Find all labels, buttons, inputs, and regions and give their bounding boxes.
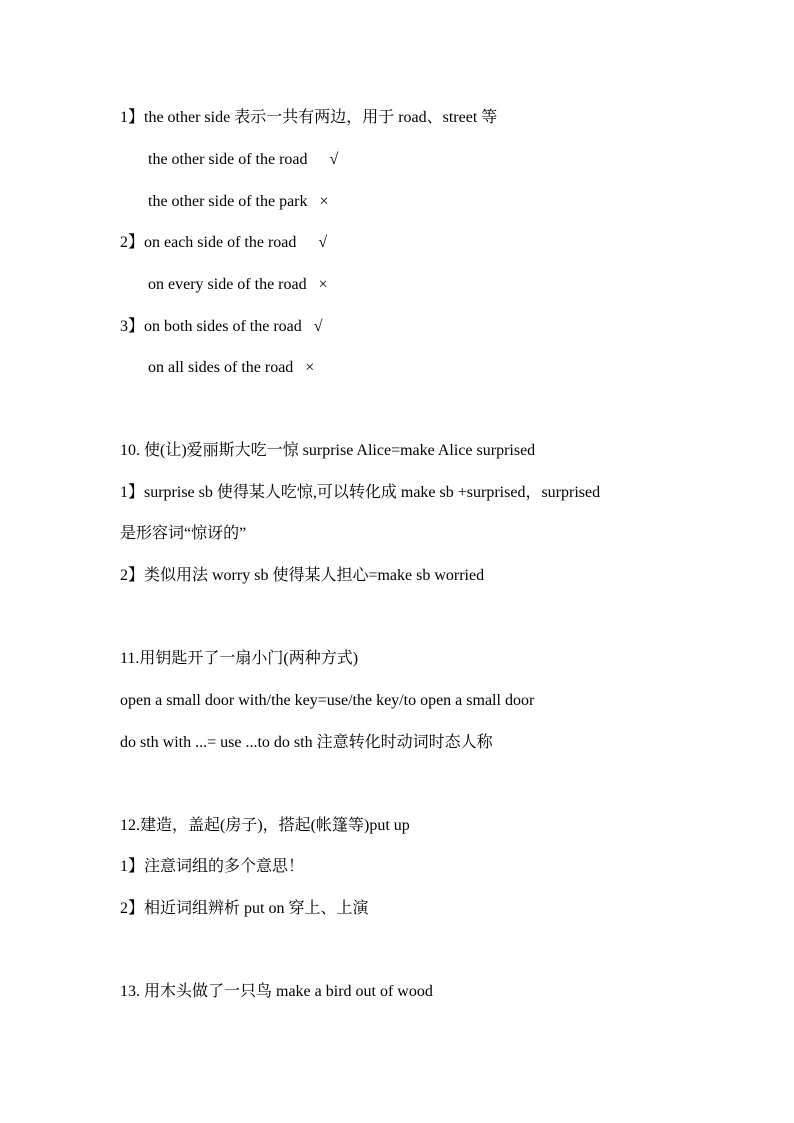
item-12-title: 12.建造，盖起(房子)，搭起(帐篷等)put up [120, 817, 410, 834]
item-12-note-2: 2】相近词组辨析 put on 穿上、上演 [120, 900, 369, 917]
cross-mark: × [305, 359, 315, 376]
rule-1 [120, 108, 497, 128]
rule-1-example-1 [148, 150, 338, 170]
item-11-line-1: open a small door with/the key=use/the key/to open a small door [120, 692, 535, 709]
example-text: the other side of the road [148, 151, 308, 168]
item-10-note-1-continued: 是形容词“惊讶的” [120, 525, 247, 542]
check-mark: √ [313, 318, 323, 335]
check-mark: √ [318, 234, 328, 251]
item-10-note-2: 2】类似用法 worry sb 使得某人担心=make sb worried [120, 567, 485, 584]
example-text: on all sides of the road [148, 359, 294, 376]
rule-1-example-2 [148, 192, 329, 212]
rule-1-text: 1】the other side 表示一共有两边，用于 road、street 等 [120, 109, 498, 126]
rule-3 [120, 317, 323, 337]
item-11-title: 11.用钥匙开了一扇小门(两种方式) [120, 650, 359, 667]
rule-3-text: 3】on both sides of the road [120, 318, 302, 335]
item-10-note-1: 1】surprise sb 使得某人吃惊,可以转化成 make sb +surprised，surprised [120, 484, 601, 501]
item-13-title: 13. 用木头做了一只鸟 make a bird out of wood [120, 983, 433, 1000]
rule-2-example [148, 275, 328, 295]
rule-2-text: 2】on each side of the road [120, 234, 297, 251]
rule-3-example [148, 358, 314, 378]
example-text: on every side of the road [148, 276, 307, 293]
cross-mark: × [319, 193, 329, 210]
item-10-title: 10. 使(让)爱丽斯大吃一惊 surprise Alice=make Alice surprised [120, 442, 536, 459]
example-text: the other side of the park [148, 193, 308, 210]
cross-mark: × [318, 276, 328, 293]
item-11-line-2: do sth with ...= use ...to do sth 注意转化时动词时态人称 [120, 734, 493, 751]
item-12-note-1: 1】注意词组的多个意思！ [120, 858, 305, 875]
rule-2 [120, 233, 327, 253]
check-mark: √ [329, 151, 339, 168]
